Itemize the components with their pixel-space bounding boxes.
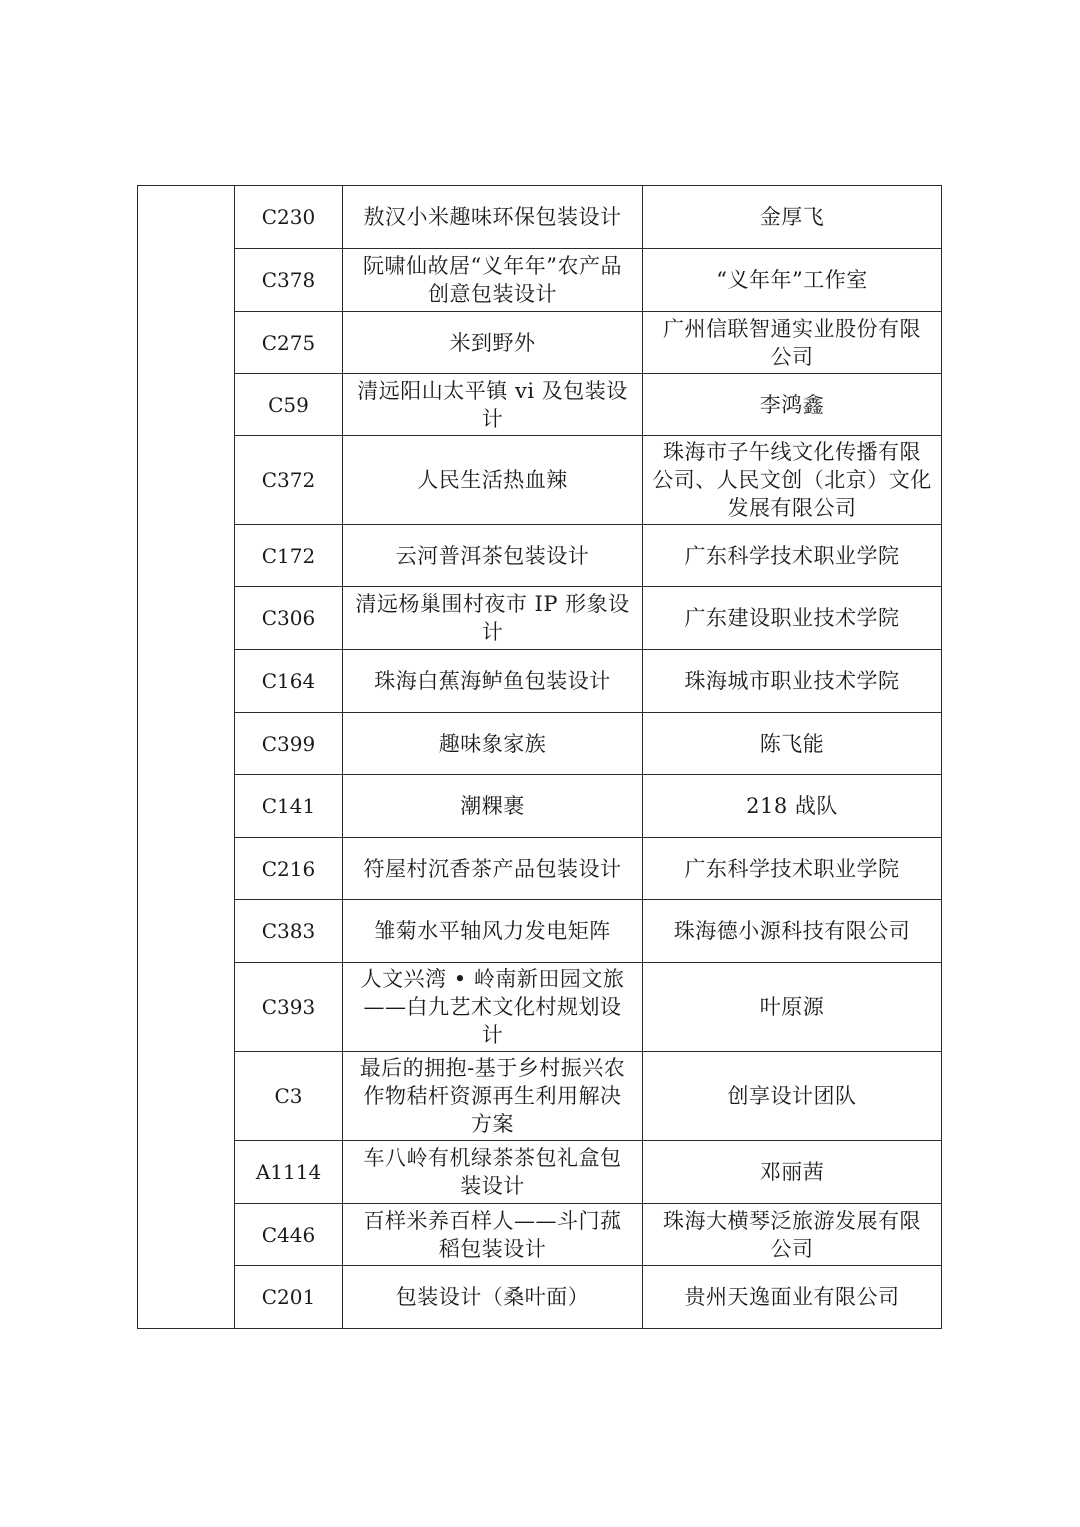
entry-entrant-line: 创享设计团队 [727,1084,857,1108]
table-row [138,900,942,963]
entry-title [343,650,643,713]
entry-title [343,838,643,900]
entry-entrant-line: 邓丽茜 [759,1160,825,1184]
table-row [138,1052,942,1141]
entry-title-line: 装设计 [460,1174,525,1198]
entry-code: C164 [235,650,343,713]
entry-entrant [643,838,942,900]
entry-title-line: 清远阳山太平镇 vi 及包装设 [357,378,628,403]
entry-entrant [643,713,942,775]
table-row [138,1141,942,1204]
entry-title [343,374,643,436]
entry-entrant-line: 广东科学技术职业学院 [684,543,900,568]
entry-code: C201 [235,1266,343,1329]
entry-title [343,587,643,650]
entry-title-line: 计 [481,1023,504,1047]
entries-table [137,185,942,1329]
table-row [138,525,942,587]
entry-title-line: 珠海白蕉海鲈鱼包装设计 [374,669,611,693]
table-row [138,838,942,900]
entry-title-line: 米到野外 [449,330,536,355]
entry-code: C378 [235,249,343,312]
entry-entrant-line: 珠海市子午线文化传播有限 [663,440,921,464]
entry-code: C216 [235,838,343,900]
table-row [138,1266,942,1329]
entry-title [343,1204,643,1266]
entry-entrant [643,186,942,249]
entry-title-line: 敖汉小米趣味环保包装设计 [363,205,622,229]
entry-entrant [643,587,942,650]
entry-entrant-line: 公司 [770,344,814,369]
entry-title [343,1266,643,1329]
entry-title-line: 百样米养百样人——斗门菰 [363,1208,622,1233]
table-row [138,775,942,838]
entry-title [343,312,643,374]
entry-title [343,775,643,838]
entry-entrant [643,650,942,713]
entry-title-line: 雏菊水平轴风力发电矩阵 [374,919,611,943]
entry-title-line: 稻包装设计 [438,1236,547,1261]
entry-entrant-line: “义年年”工作室 [716,268,868,292]
entry-code: C372 [235,436,343,525]
entry-code: C446 [235,1204,343,1266]
entry-title-line: ——白九艺术文化村规划设 [363,995,622,1019]
entry-code: A1114 [235,1141,343,1204]
table-row [138,713,942,775]
entry-entrant-line: 叶原源 [759,995,825,1019]
entry-title [343,436,643,525]
entry-title-line: 车八岭有机绿茶茶包礼盒包 [363,1146,622,1170]
entry-code: C172 [235,525,343,587]
entry-code: C275 [235,312,343,374]
entry-title-line: 计 [481,406,504,431]
entry-title [343,1052,643,1141]
entry-code: C230 [235,186,343,249]
entry-entrant [643,775,942,838]
table-row [138,312,942,374]
entry-entrant-line: 广东建设职业技术学院 [684,606,900,630]
entry-code: C3 [235,1052,343,1141]
entry-title-line: 云河普洱茶包装设计 [395,543,590,568]
entry-title-line: 包装设计（桑叶面） [395,1285,590,1309]
table-row [138,587,942,650]
entry-title-line: 方案 [471,1112,514,1136]
entry-title [343,963,643,1052]
entry-code: C393 [235,963,343,1052]
entry-entrant-line: 珠海德小源科技有限公司 [673,919,911,943]
entry-entrant-line: 贵州天逸面业有限公司 [684,1285,900,1309]
entry-code: C399 [235,713,343,775]
entry-title-line: 清远杨巢围村夜市 IP 形象设 [355,592,630,616]
entry-entrant-line: 218 战队 [746,794,838,818]
entry-title [343,1141,643,1204]
entry-entrant [643,374,942,436]
entry-title-line: 计 [481,620,504,644]
entry-title [343,525,643,587]
entry-entrant-line: 金厚飞 [759,205,825,229]
entry-title-line: 人民生活热血辣 [417,468,568,492]
entry-title-line: 潮粿裹 [460,794,525,818]
entry-entrant-line: 广东科学技术职业学院 [684,856,900,881]
entry-entrant-line: 公司 [770,1236,814,1261]
entry-title-line: 作物秸杆资源再生利用解决 [363,1084,622,1108]
entry-entrant [643,1266,942,1329]
table-row [138,249,942,312]
entry-title [343,900,643,963]
table-row [138,436,942,525]
entry-entrant-line: 公司、人民文创（北京）文化 [652,468,932,492]
entry-code: C383 [235,900,343,963]
entry-entrant [643,249,942,312]
entry-code: C306 [235,587,343,650]
table-row [138,1204,942,1266]
entry-title-line: 趣味象家族 [438,731,547,756]
entry-entrant [643,1052,942,1141]
entry-entrant-line: 李鸿鑫 [759,392,825,417]
entry-code: C141 [235,775,343,838]
entry-entrant [643,900,942,963]
entry-entrant [643,1141,942,1204]
entry-title-line: 阮啸仙故居“义年年”农产品 [363,254,622,278]
entry-title [343,186,643,249]
table-row [138,650,942,713]
table-row [138,186,942,249]
entry-entrant-line: 陈飞能 [759,731,825,756]
entry-entrant-line: 广州信联智通实业股份有限 [663,316,921,341]
entry-title-line: 符屋村沉香茶产品包装设计 [363,856,622,881]
table-row [138,374,942,436]
entry-entrant [643,436,942,525]
entry-entrant-line: 珠海城市职业技术学院 [684,669,900,693]
entry-entrant [643,525,942,587]
entry-entrant-line: 珠海大横琴泛旅游发展有限 [663,1208,921,1233]
entry-entrant-line: 发展有限公司 [727,496,857,520]
entry-title [343,713,643,775]
entry-title [343,249,643,312]
entry-entrant [643,963,942,1052]
entries-table-body [138,186,942,1329]
group-cell [138,186,235,1329]
entry-entrant [643,312,942,374]
entry-title-line: 最后的拥抱-基于乡村振兴农 [359,1056,626,1080]
entry-title-line: 人文兴湾 • 岭南新田园文旅 [360,967,625,991]
entry-code: C59 [235,374,343,436]
table-row [138,963,942,1052]
entry-entrant [643,1204,942,1266]
entry-title-line: 创意包装设计 [428,282,557,306]
